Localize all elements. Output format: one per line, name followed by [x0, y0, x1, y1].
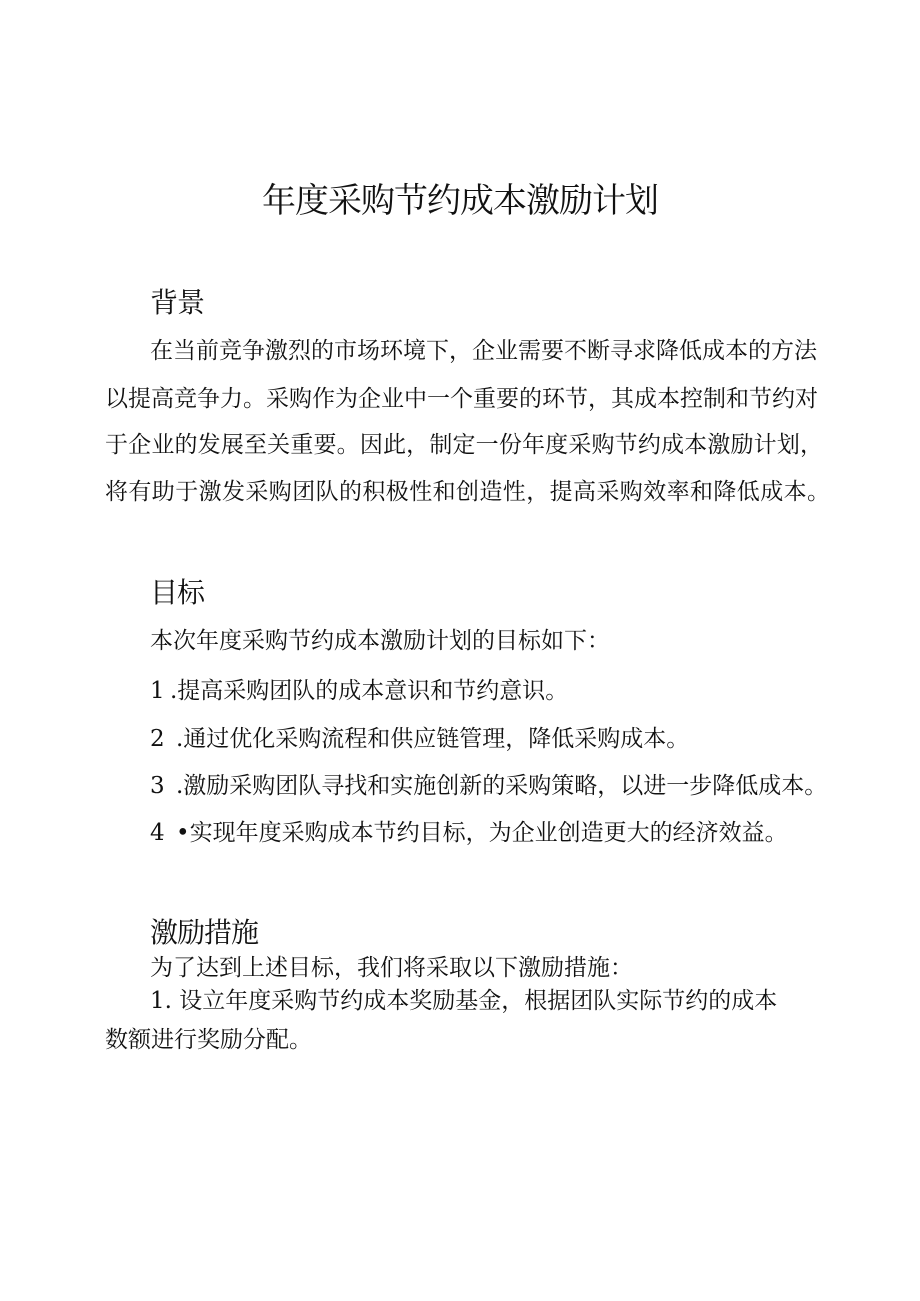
goal-number: 2: [150, 726, 165, 752]
goals-intro: 本次年度采购节约成本激励计划的目标如下：: [150, 628, 610, 654]
measure-item-line: 数额进行奖励分配。: [105, 1027, 312, 1053]
background-paragraph-line: 以提高竞争力。采购作为企业中一个重要的环节，其成本控制和节约对: [105, 386, 818, 412]
goal-number: 4: [150, 820, 165, 846]
goal-number: 1: [150, 678, 165, 704]
goal-number: 3: [150, 773, 165, 799]
background-paragraph-line: 于企业的发展至关重要。因此，制定一份年度采购节约成本激励计划，: [105, 432, 823, 458]
goal-item: •实现年度采购成本节约目标，为企业创造更大的经济效益。: [176, 820, 788, 846]
goal-item: .通过优化采购流程和供应链管理，降低采购成本。: [176, 726, 690, 752]
background-paragraph-line: 在当前竞争激烈的市场环境下，企业需要不断寻求降低成本的方法: [150, 338, 817, 364]
background-heading: 背景: [150, 286, 205, 319]
measures-intro: 为了达到上述目标，我们将采取以下激励措施：: [150, 955, 633, 981]
background-paragraph-line: 将有助于激发采购团队的积极性和创造性，提高采购效率和降低成本。: [105, 479, 830, 505]
document-title: 年度采购节约成本激励计划: [262, 181, 658, 221]
measures-heading: 激励措施: [150, 916, 259, 949]
goal-item: .激励采购团队寻找和实施创新的采购策略，以进一步降低成本。: [176, 773, 828, 799]
goal-item: .提高采购团队的成本意识和节约意识。: [170, 678, 569, 704]
measure-item-line: 1. 设立年度采购节约成本奖励基金，根据团队实际节约的成本: [150, 988, 778, 1014]
goals-heading: 目标: [150, 576, 205, 609]
